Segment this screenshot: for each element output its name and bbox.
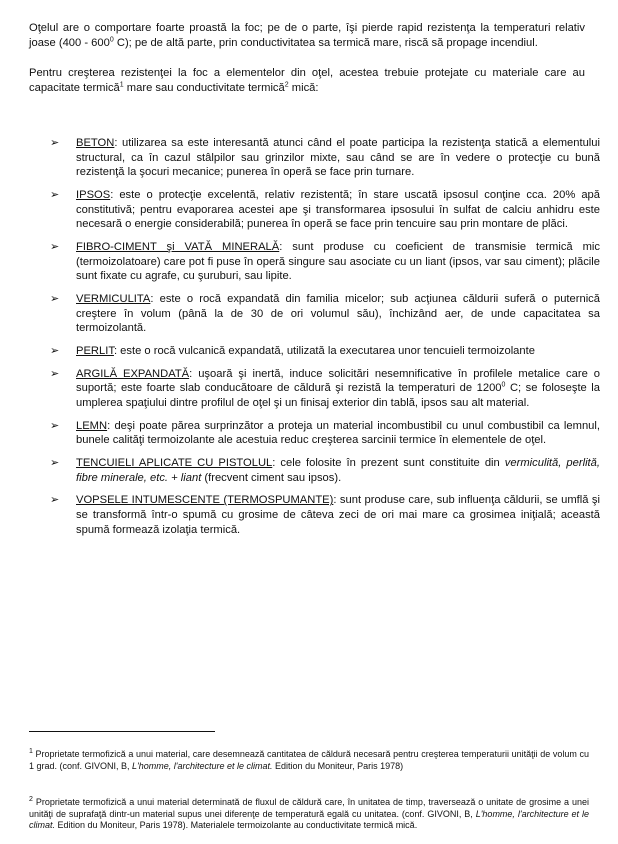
- protection-materials-list: [50, 136, 600, 545]
- item-description: : utilizarea sa este interesantă atunci când el poate participa la rezistenţa statică a elementului structural, ca în cazul stâlpilor sau grinzilor mixte, sau când se are în vedere o protecţie cu bună rezistenţă la şocuri mecanice; punerea în operă se face prin turnare.: [76, 137, 600, 179]
- item-description: : este o protecţie excelentă, relativ rezistentă; în stare uscată ipsosul conţine cca. 20% apă constitutivă; pentru evaporarea acestei ape şi transformarea ipsosului în sulfat de calciu anhidru este necesară o energie considerabilă; punerea în operă se face prin tencuire sau prin montare de plăci.: [76, 188, 600, 231]
- item-term: VOPSELE INTUMESCENTE (TERMOSPUMANTE): [76, 494, 334, 507]
- list-item-fibro-ciment: [50, 240, 600, 284]
- footnote-book-title: L'homme, l'architecture et le climat.: [132, 760, 273, 771]
- item-term: IPSOS: [76, 188, 111, 201]
- item-term: ARGILĂ EXPANDATĂ: [76, 367, 190, 380]
- list-item-lemn: [50, 419, 600, 448]
- intro-p1-text-end: C); pe de altă parte, prin conductivitatea sa termică mare, riscă să propage incendiul.: [113, 36, 538, 49]
- footnote-number: 1: [29, 748, 33, 755]
- intro-p2-text-mid: mare sau conductivitate termică: [123, 81, 285, 94]
- item-description: : uşoară şi inertă, induce solicitări nesemnificative în profilele metalice care o suportă; este foarte slab conducătoare de căldură şi rezistă la temperaturi de 1200: [76, 367, 601, 395]
- item-term: VERMICULITA: [76, 292, 151, 305]
- intro-paragraph-protection: [29, 66, 585, 95]
- intro-p2-text: Pentru creşterea rezistenţei la foc a elementelor din oţel, acestea trebuie protejate cu materiale care au capacitate termică: [29, 67, 585, 94]
- list-item-perlit: [50, 344, 600, 359]
- item-description: : este o rocă expandată din familia micelor; sub acţiunea căldurii suferă o puternică creştere în volum (până la de 30 de ori volumul său), închizând aer, de unde capacitatea sa termoizolantă.: [76, 292, 600, 335]
- footnote-text-end: Edition du Moniteur, Paris 1978). Materialele termoizolante au conductivitate termică mică.: [55, 820, 418, 831]
- arrow-bullet-icon: ➢: [50, 137, 60, 149]
- item-italic-composition: vermiculită, perlită, fibre minerale, etc. + liant: [76, 457, 600, 484]
- footnote-text-end: Edition du Moniteur, Paris 1978): [272, 760, 404, 771]
- degree-superscript: 0: [109, 36, 114, 44]
- list-item-ipsos: [50, 188, 600, 232]
- item-description: : sunt produse cu coeficient de transmisie termică mic (termoizolatoare) care pot fi puse în operă singure sau asociate cu un liant (ipsos, var sau ciment); plăcile sunt fixate cu agrafe, cu şuruburi, sau lipite.: [76, 240, 600, 283]
- list-item-argila-expandata: [50, 367, 600, 411]
- list-item-vopsele-intumescente: [50, 493, 600, 537]
- footnote-book-title: L'homme, l'architecture et le climat.: [29, 808, 589, 831]
- item-term: FIBRO-CIMENT şi VATĂ MINERALĂ: [76, 240, 280, 253]
- item-term: BETON: [76, 137, 115, 149]
- footnote-text: Proprietate termofizică a unui material determinată de fluxul de căldură care, în unitatea de timp, traversează o unitate de grosime a unei unităţi de suprafaţă dintr-un material supus unei diferenţe de temperatură egală cu unitatea. (conf. GIVONI, B,: [29, 797, 589, 819]
- footnote-number: 2: [29, 796, 33, 803]
- item-term: TENCUIELI APLICATE CU PISTOLUL: [76, 457, 273, 469]
- degree-superscript: 0: [501, 381, 506, 389]
- arrow-bullet-icon: ➢: [50, 457, 60, 469]
- item-description: : deşi poate părea surprinzător a proteja un material incombustibil cu unul combustibil ca lemnul, bunele calităţi termoizolante ale acestuia reduc creşterea sarcinii termice în elementele de oţel.: [76, 419, 600, 447]
- intro-p1-text: Oţelul are o comportare foarte proastă la foc; pe de o parte, îşi pierde rapid rezistenţa la temperaturi relativ joase (400 - 600: [29, 22, 585, 49]
- arrow-bullet-icon: ➢: [50, 240, 60, 253]
- footnote-ref-2: 2: [284, 81, 289, 89]
- item-description-end: C; se foloseşte la umplerea spaţiului dintre profilul de oţel şi un finisaj exterior din tablă, ipsos sau alt material.: [76, 382, 601, 409]
- arrow-bullet-icon: ➢: [50, 292, 60, 305]
- arrow-bullet-icon: ➢: [50, 188, 60, 201]
- arrow-bullet-icon: ➢: [50, 367, 60, 380]
- list-item-tencuieli: [50, 456, 600, 485]
- footnote-separator: [29, 731, 215, 732]
- arrow-bullet-icon: ➢: [50, 344, 60, 357]
- item-description: : cele folosite în prezent sunt constituite din: [272, 457, 505, 469]
- intro-p2-text-end: mică:: [288, 81, 319, 94]
- item-term: LEMN: [76, 419, 108, 432]
- footnote-2: [29, 797, 589, 832]
- footnote-ref-1: 1: [119, 81, 124, 89]
- list-item-beton: [50, 136, 600, 180]
- footnote-text: Proprietate termofizică a unui material, care desemnează cantitatea de căldură necesară pentru creşterea temperaturii unităţii de volum cu 1 grad. (conf. GIVONI, B,: [29, 749, 589, 771]
- item-description: : este o rocă vulcanică expandată, utilizată la executarea unor tencuieli termoizolante: [113, 344, 535, 357]
- item-term: PERLIT: [76, 344, 114, 357]
- footnote-1: [29, 749, 589, 772]
- arrow-bullet-icon: ➢: [50, 419, 60, 432]
- arrow-bullet-icon: ➢: [50, 494, 60, 507]
- intro-paragraph-steel-fire-behavior: [29, 21, 585, 50]
- item-description: : sunt produse care, sub influenţa căldurii, se umflă şi se transformă într-o spumă cu grosime de câteva zeci de ori mai mare ca grosimea iniţială; această spumă formează izolaţia termică.: [76, 494, 600, 536]
- item-description-end: (frecvent ciment sau ipsos).: [201, 471, 342, 484]
- list-item-vermiculita: [50, 292, 600, 336]
